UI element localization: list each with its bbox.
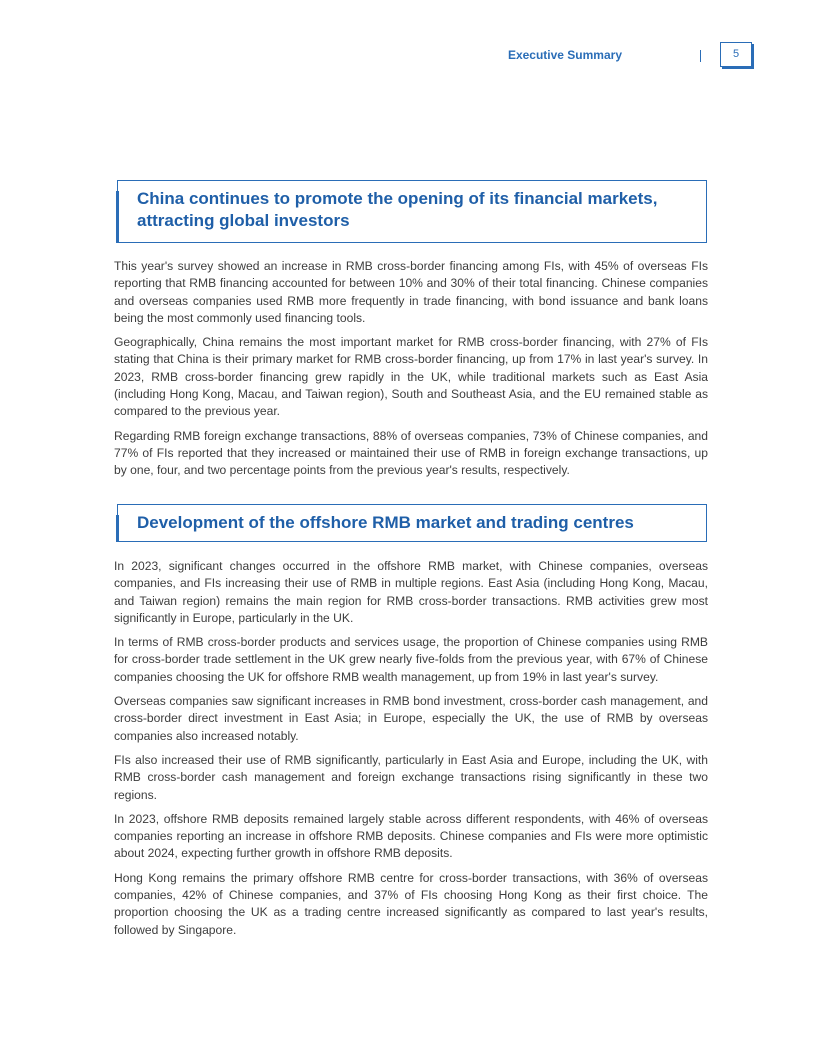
paragraph: In terms of RMB cross-border products and services usage, the proportion of Chinese companies using RMB for cross-border trade settlement in the UK grew nearly five-folds from the previous year, with 67% of Chinese companies choosing the UK for offshore RMB wealth management, up from 19% in last year's survey. (114, 635, 708, 684)
paragraph: Hong Kong remains the primary offshore RMB centre for cross-border transactions, with 36% of overseas companies, 42% of Chinese companies, and 37% of FIs choosing Hong Kong as their first choice. The proportion choosing the UK as a trading centre increased significantly as compared to last year's results, followed by Singapore. (114, 870, 708, 937)
paragraph: In 2023, offshore RMB deposits remained largely stable across different respondents, with 46% of overseas companies reporting an increase in offshore RMB deposits. Chinese companies and FIs were more optimistic about 2024, expecting further growth in offshore RMB deposits. (114, 811, 708, 861)
running-header-title: Executive Summary (507, 48, 622, 62)
paragraph: Regarding RMB foreign exchange transactions, 88% of overseas companies, 73% of Chinese companies, and 77% of FIs reported that they increased or maintained their use of RMB in foreign exchange transactions, up by one, four, and two percentage points from the previous year's results, respectively. (114, 428, 708, 478)
section-heading-box-markets (117, 180, 707, 243)
paragraph: FIs also increased their use of RMB significantly, particularly in East Asia and Europe, including the UK, with RMB cross-border cash management and foreign exchange transactions rising significantly in these two regions. (114, 752, 708, 802)
paragraph: Overseas companies saw significant increases in RMB bond investment, cross-border cash management, and cross-border direct investment in East Asia; in Europe, especially the UK, the use of RMB by overseas companies also increased notably. (114, 694, 708, 743)
section-heading-box-offshore (117, 504, 707, 542)
page-number-box (720, 42, 752, 67)
paragraph: This year's survey showed an increase in RMB cross-border financing among FIs, with 45% of overseas FIs reporting that RMB financing accounted for between 10% and 30% of their total financing. Chinese companies and overseas companies used RMB more frequently in trade financing, with bond issuance and bank loans being the most commonly used financing tools. (114, 259, 708, 325)
paragraph: In 2023, significant changes occurred in the offshore RMB market, with Chinese companies, overseas companies, and FIs increasing their use of RMB in multiple regions. East Asia (including Hong Kong, Macau, and Taiwan region) remains the main region for RMB cross-border transactions. RMB activities grew most significantly in Europe, particularly in the UK. (114, 559, 708, 625)
section-body-markets (114, 258, 708, 487)
paragraph: Geographically, China remains the most important market for RMB cross-border financing, with 27% of FIs stating that China is their primary market for RMB cross-border financing, up from 17% in last year's survey. In 2023, RMB cross-border financing grew rapidly in the UK, while traditional markets such as East Asia (including Hong Kong, Macau, and Taiwan region), South and Southeast Asia, and the EU remained stable as compared to the previous year. (114, 335, 708, 419)
page-number: 5 (732, 48, 740, 60)
header-divider (700, 50, 701, 62)
section-heading-markets: China continues to promote the opening of its financial markets, attracting global investors (137, 189, 658, 230)
section-heading-offshore: Development of the offshore RMB market and trading centres (137, 513, 634, 532)
running-header (507, 46, 760, 70)
section-body-offshore (114, 558, 708, 946)
